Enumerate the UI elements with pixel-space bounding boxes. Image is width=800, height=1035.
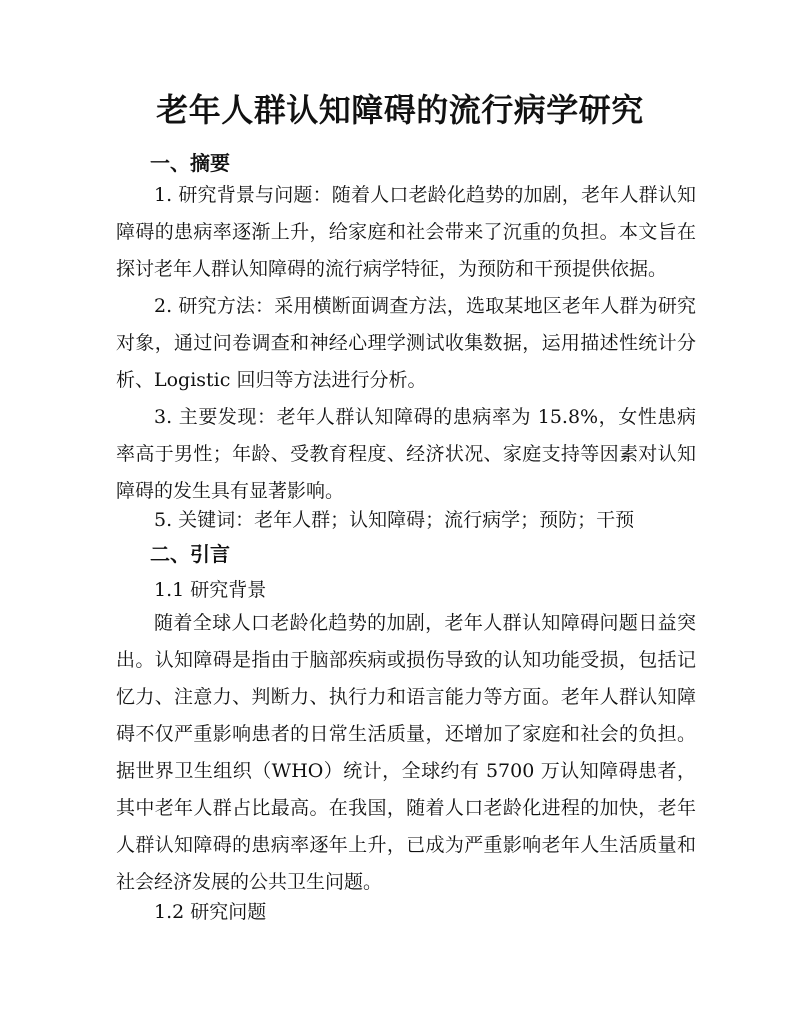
subsection-heading-research-question: 1.2 研究问题 bbox=[154, 901, 267, 923]
document-title: 老年人群认知障碍的流行病学研究 bbox=[156, 91, 644, 129]
subsection-heading-background: 1.1 研究背景 bbox=[154, 579, 267, 601]
abstract-item-background: 1. 研究背景与问题：随着人口老龄化趋势的加剧，老年人群认知障碍的患病率逐渐上升，给家庭和社会带来了沉重的负担。本文旨在探讨老年人群认知障碍的流行病学特征，为预防和干预提供依据。 bbox=[116, 184, 696, 280]
abstract-item-methods: 2. 研究方法：采用横断面调查方法，选取某地区老年人群为研究对象，通过问卷调查和神经心理学测试收集数据，运用描述性统计分析、Logistic 回归等方法进行分析。 bbox=[116, 295, 696, 391]
abstract-item-findings: 3. 主要发现：老年人群认知障碍的患病率为 15.8%，女性患病率高于男性；年龄、受教育程度、经济状况、家庭支持等因素对认知障碍的发生具有显著影响。 bbox=[116, 406, 696, 502]
section-heading-abstract: 一、摘要 bbox=[150, 151, 230, 175]
introduction-background-paragraph: 随着全球人口老龄化趋势的加剧，老年人群认知障碍问题日益突出。认知障碍是指由于脑部疾病或损伤导致的认知功能受损，包括记忆力、注意力、判断力、执行力和语言能力等方面。老年人群认知障碍不仅严重影响患者的日常生活质量，还增加了家庭和社会的负担。据世界卫生组织（WHO）统计，全球约有 5700 万认知障碍患者，其中老年人群占比最高。在我国，随着人口老龄化进程的加快，老年人群认知障碍的患病率逐年上升，已成为严重影响老年人生活质量和社会经济发展的公共卫生问题。 bbox=[116, 612, 696, 893]
section-heading-introduction: 二、引言 bbox=[150, 542, 230, 566]
abstract-item-keywords: 5. 关键词：老年人群；认知障碍；流行病学；预防；干预 bbox=[154, 509, 635, 531]
